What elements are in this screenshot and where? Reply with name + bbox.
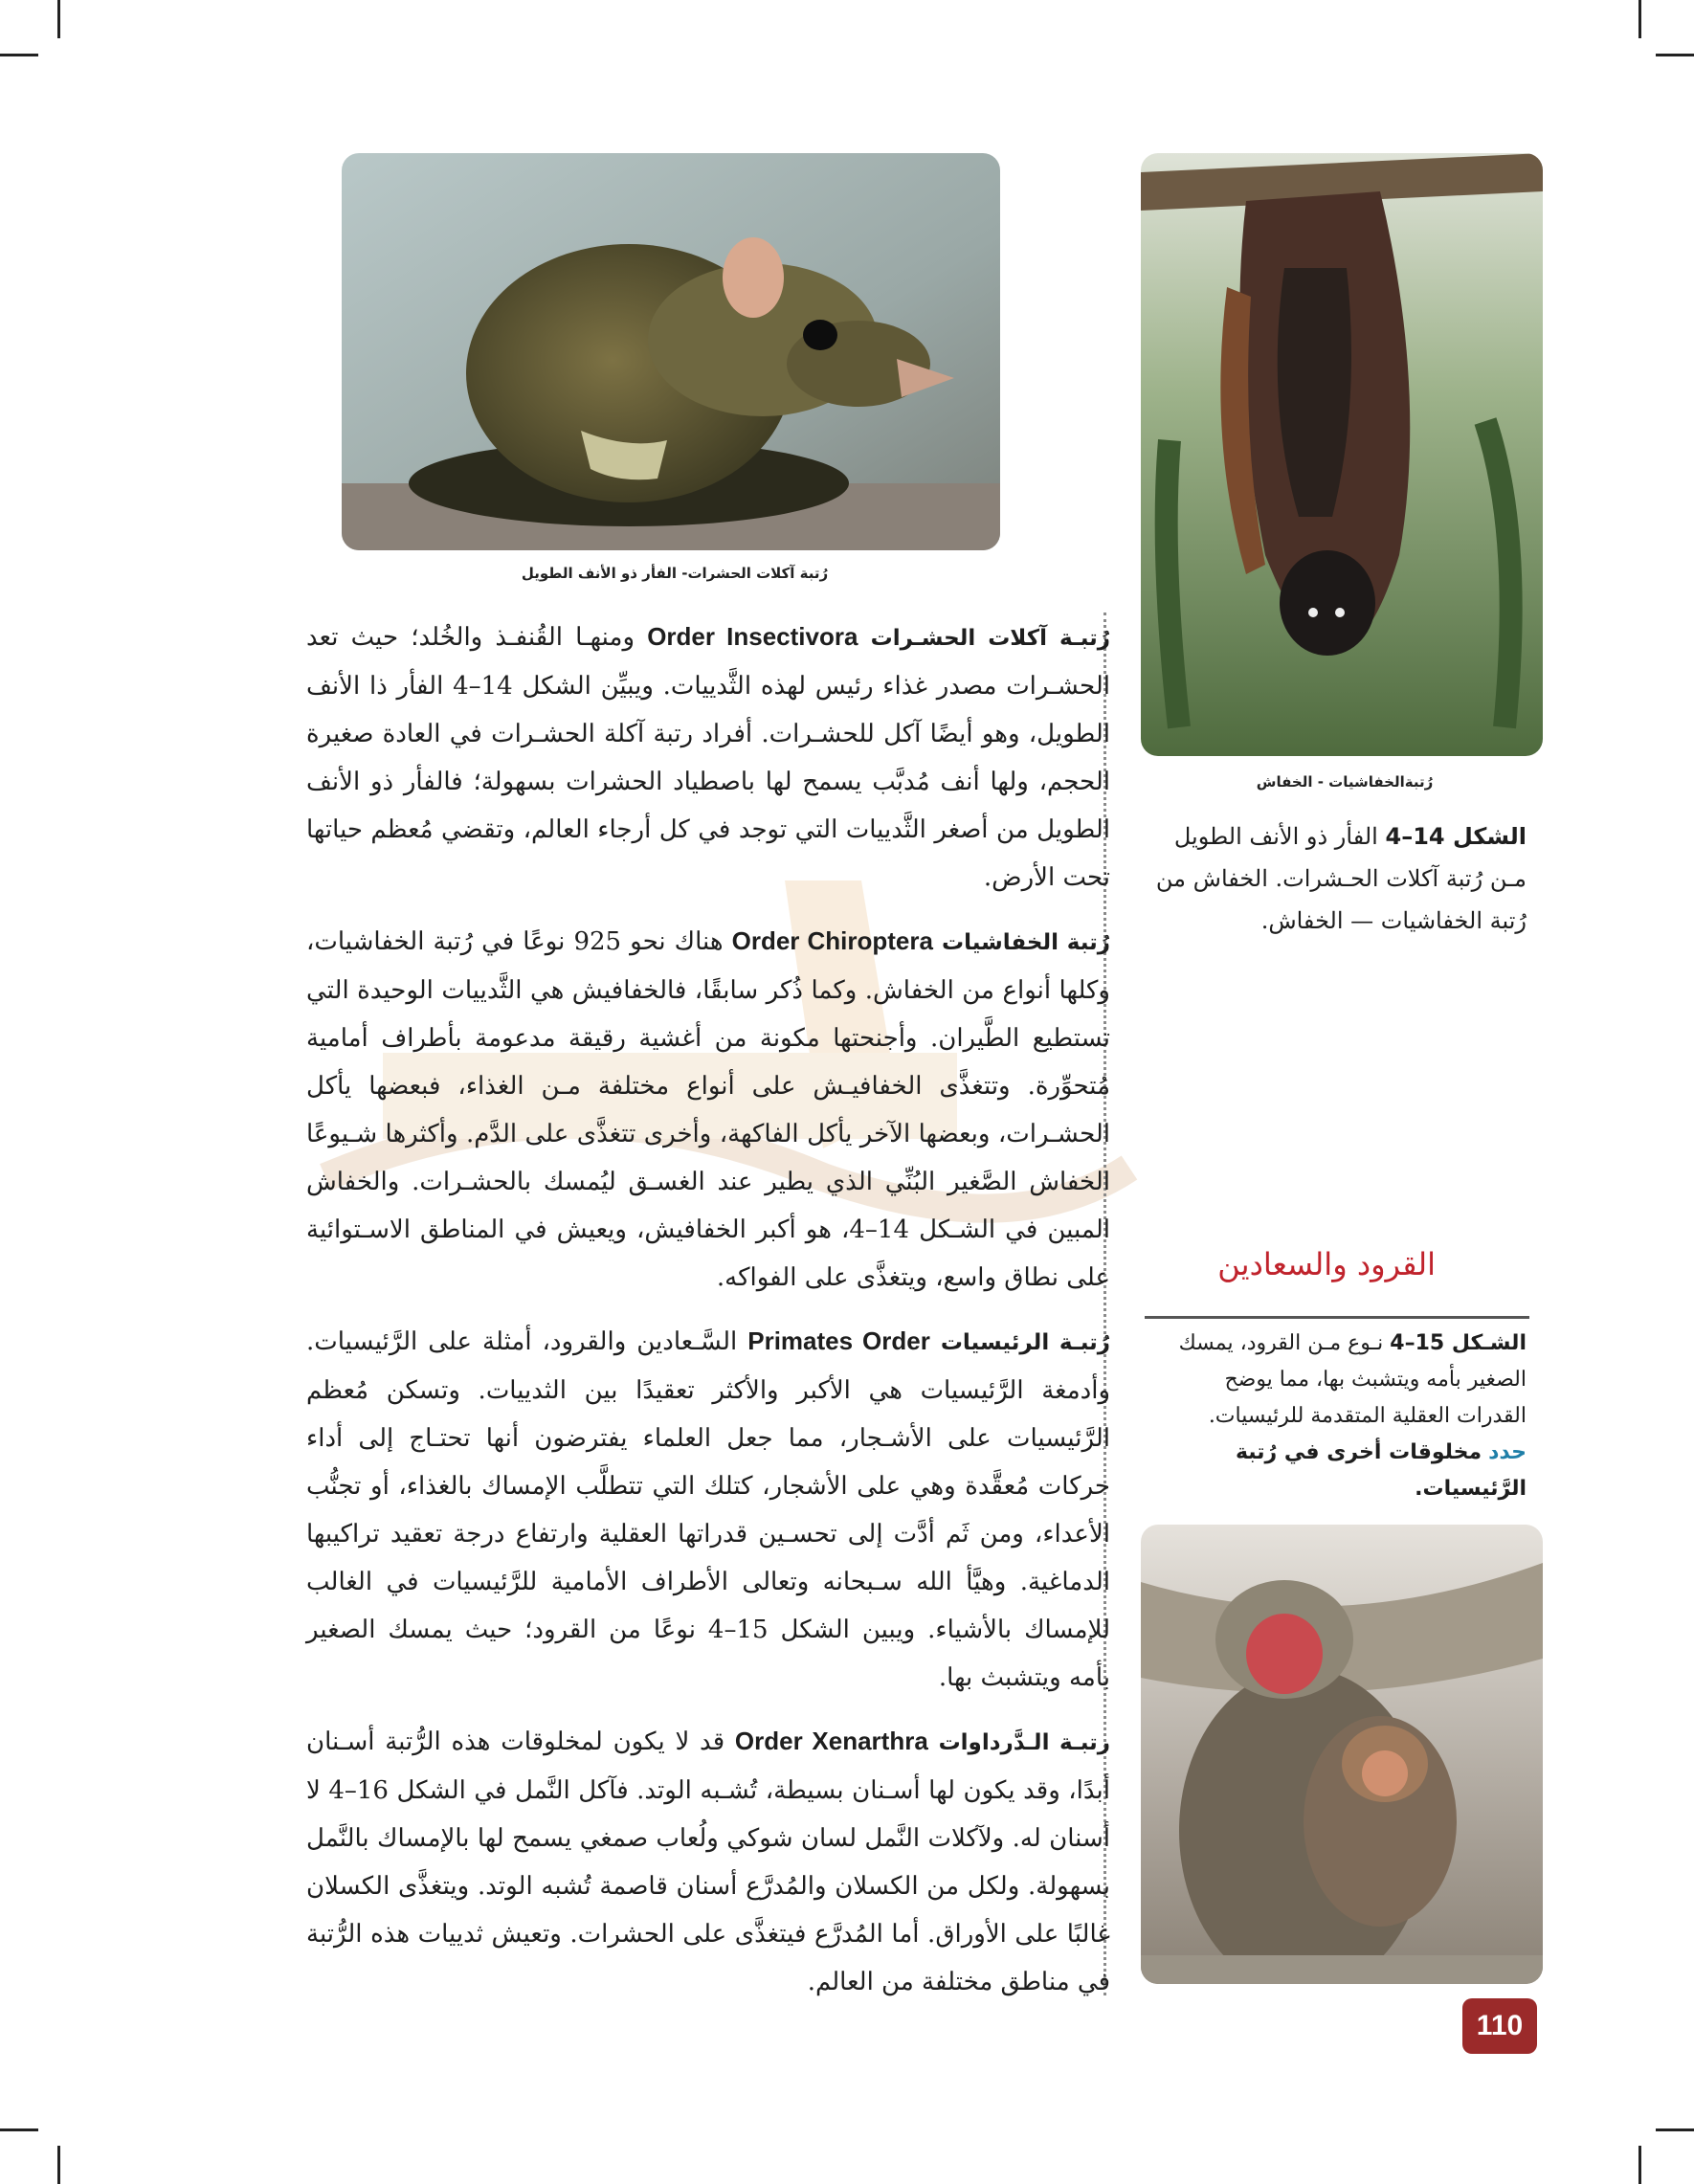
paragraph-lead: رُتبـة الرئيسيات bbox=[940, 1330, 1110, 1355]
crop-mark bbox=[0, 54, 38, 56]
bat-photo bbox=[1141, 153, 1543, 756]
figure-14-text: الفأر ذو الأنف الطويل مـن رُتبة آكلات الحـشرات. الخفاش من رُتبة الخفاشيات — الخفاش. bbox=[1155, 823, 1527, 934]
paragraph-lead: رُتبـة آكلات الحشـرات bbox=[870, 626, 1111, 651]
figure-15-prompt-text: مخلوقات أخرى في رُتبة الرَّئيسيات. bbox=[1235, 1440, 1527, 1501]
shrew-photo bbox=[342, 153, 1000, 550]
figure-15-label: الشـكل 15–4 bbox=[1390, 1331, 1527, 1355]
paragraph-primates bbox=[306, 1317, 1110, 1702]
paragraph-latin-term: Primates Order bbox=[747, 1326, 930, 1355]
crop-mark bbox=[0, 2128, 38, 2131]
figure-15-caption bbox=[1153, 1326, 1527, 1507]
paragraph-body: هناك نحو 925 نوعًا في رُتبة الخفاشيات، وكلها أنواع من الخفاش. وكما ذُكر سابقًا، فالخفافيش هي الثَّدييات الوحيدة التي تستطيع الطَّيران. وأجنحتها مكونة من أغشية رقيقة مدعومة بأطراف أمامية مُتحوِّرة. وتتغذَّى الخفافيـش على أنواع مختلفة مـن الغذاء، فبعضها يأكل الحشـرات، وبعضها الآخر يأكل الفاكهة، وأخرى تتغذَّى على الدَّم. وأكثرها شـيوعًا الخفاش الصَّغير البُنِّي الذي يطير عند الغسـق ليُمسك بالحشـرات. والخفاش المبين في الشـكل 14–4، هو أكبر الخفافيش، ويعيش في المناطق الاسـتوائية على نطاق واسع، ويتغذَّى على الفواكه. bbox=[306, 927, 1110, 1292]
paragraph-xenarthra bbox=[306, 1717, 1110, 2006]
figure-14-label: الشكل 14–4 bbox=[1385, 823, 1527, 850]
paragraph-latin-term: Order Chiroptera bbox=[731, 926, 933, 955]
paragraph-body: ومنهـا القُنفـذ والخُلد؛ حيث تعد الحشـرات مصدر غذاء رئيس لهذه الثَّدييات. ويبيِّن الشكل 14–4 الفأر ذا الأنف الطويل، وهو أيضًا آكل للحشـرات. أفراد رتبة آكلة الحشـرات في العادة صغيرة الحجم، ولها أنف مُدبَّب يسمح لها باصطياد الحشرات بسهولة؛ فالفأر ذو الأنف الطويل من أصغر الثَّدييات التي توجد في كل أرجاء العالم، وتقضي مُعظم حياتها تحت الأرض. bbox=[306, 623, 1110, 892]
paragraph-body: السَّـعادين والقرود، أمثلة على الرَّئيسيات. وأدمغة الرَّئيسيات هي الأكبر والأكثر تعقيدًا بين الثدييات. وتسكن مُعظم الرَّئيسيات على الأشـجار، مما جعل العلماء يفترضون أنها تحتـاج إلى أداء حركات مُعقَّدة وهي على الأشجار، كتلك التي تتطلَّب الإمساك بالغذاء، أو تجنُّب الأعداء، ومن ثَم أدَّت إلى تحسـين قدراتها العقلية وارتفاع درجة تعقيد تراكيبها الدماغية. وهيَّأ الله سـبحانه وتعالى الأطراف الأمامية للرَّئيسيات في الغالب للإمساك بالأشياء. ويبين الشكل 15–4 نوعًا من القرود؛ حيث يمسك الصغير بأمه ويتشبث بها. bbox=[306, 1327, 1111, 1692]
crop-mark bbox=[57, 0, 60, 38]
main-text-column bbox=[306, 613, 1110, 2021]
paragraph-latin-term: Order Insectivora bbox=[647, 622, 858, 651]
crop-mark bbox=[1656, 54, 1694, 56]
paragraph-body: قد لا يكون لمخلوقات هذه الرُّتبة أسـنان أبدًا، وقد يكون لها أسـنان بسيطة، تُشـبه الوتد. فآكل النَّمل في الشكل 16–4 لا أسنان له. ولآكلات النَّمل لسان شوكي ولُعاب صمغي يسمح لها بالإمساك بالنَّمل بسهولة. ولكل من الكسلان والمُدرَّع أسنان قاصمة تُشبه الوتد. ويتغذَّى الكسلان غالبًا على الأوراق. أما المُدرَّع فيتغذَّى على الحشرات. وتعيش ثدييات هذه الرُّتبة في مناطق مختلفة من العالم. bbox=[306, 1727, 1110, 1996]
crop-mark bbox=[1656, 2128, 1694, 2131]
crop-mark bbox=[1638, 2146, 1641, 2184]
paragraph-lead: رُتبة الخفاشيات bbox=[941, 930, 1111, 955]
figure-14-caption bbox=[1153, 815, 1527, 942]
figure-15-text: نـوع مـن القرود، يمسك الصغير بأمه ويتشبث بها، مما يوضح القدرات العقلية المتقدمة للرئيسيات. bbox=[1178, 1331, 1527, 1428]
paragraph-lead: رتبـة الـدَّرداوات bbox=[938, 1730, 1111, 1755]
figure-15-prompt-verb: حدد bbox=[1488, 1440, 1527, 1464]
shrew-caption: رُتبة آكلات الحشرات- الفأر ذو الأنف الطويل bbox=[521, 565, 829, 582]
section-rule bbox=[1145, 1316, 1529, 1319]
baboon-photo bbox=[1141, 1525, 1543, 1984]
paragraph-latin-term: Order Xenarthra bbox=[734, 1727, 928, 1755]
section-title: القرود والسعادين bbox=[1217, 1246, 1436, 1282]
crop-mark bbox=[1638, 0, 1641, 38]
paragraph-chiroptera bbox=[306, 917, 1110, 1302]
bat-caption: رُتبةالخفاشيات - الخفاش bbox=[1256, 773, 1434, 791]
crop-mark bbox=[57, 2146, 60, 2184]
page-number: 110 bbox=[1462, 1998, 1537, 2054]
paragraph-insectivora bbox=[306, 613, 1110, 902]
